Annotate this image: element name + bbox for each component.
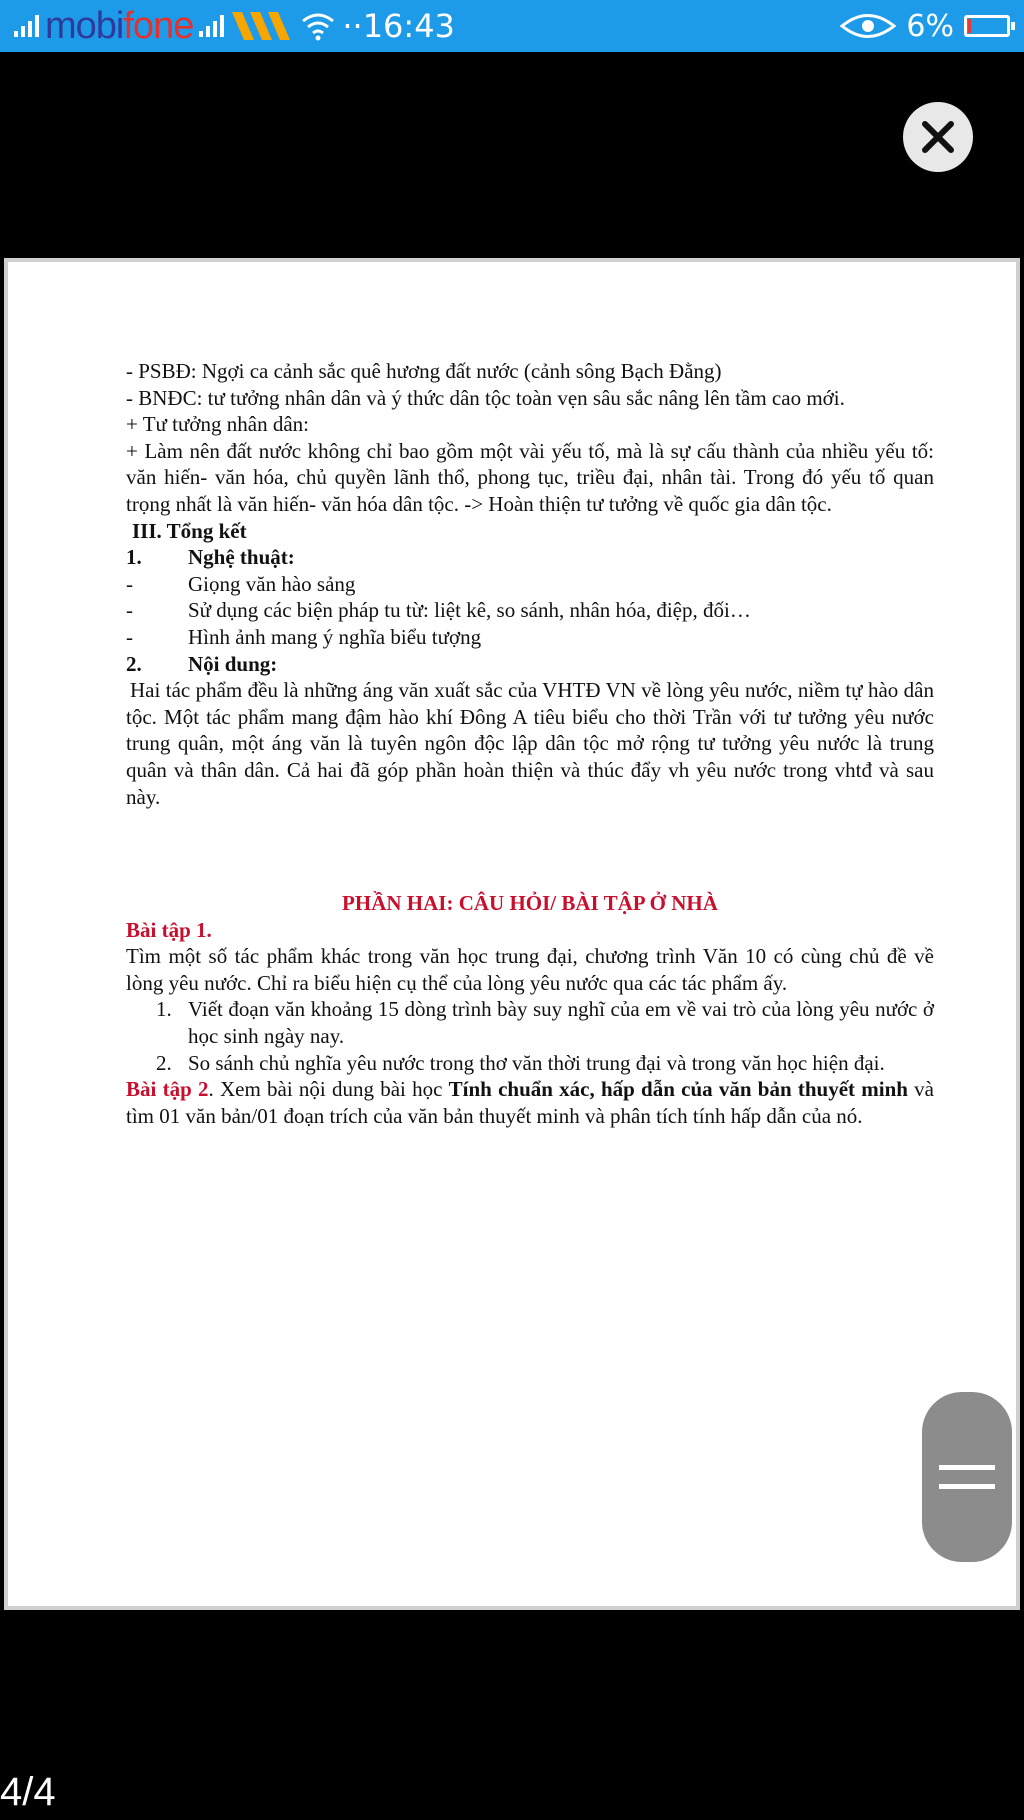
paragraph: Hai tác phẩm đều là những áng văn xuất sắc của VHTĐ VN về lòng yêu nước, niềm tự hào dân tộc. Một tác phẩm mang đậm hào khí Đông A tiêu biểu cho thời Trần với tư tưởng yêu nước trung quân, một áng văn là tuyên ngôn độc lập dân tộc mở rộng tư tưởng yêu nước là trung quân và thân dân. Cả hai đã góp phần hoàn thiện và thúc đẩy vh yêu nước trong vhtđ và sau này. [126,678,934,809]
signal-strength-icon [14,15,39,37]
list-item-text: So sánh chủ nghĩa yêu nước trong thơ văn thời trung đại và trong văn học hiện đại. [188,1050,885,1075]
list-item [126,1050,934,1077]
battery-icon [964,15,1010,37]
list-marker: 2. [156,1050,172,1075]
list-marker: - [126,571,133,596]
list-item-text: Hình ảnh mang ý nghĩa biểu tượng [188,624,482,649]
part-heading: PHẦN HAI: CÂU HỎI/ BÀI TẬP Ở NHÀ [342,891,718,916]
list-item-text: Viết đoạn văn khoảng 15 dòng trình bày suy nghĩ của em về vai trò của lòng yêu nước ở học sinh ngày nay. [188,997,934,1049]
eye-icon [840,11,896,41]
wifi-icon [300,11,336,41]
clock: ··16:43 [342,7,455,45]
list-item [126,624,934,651]
list-marker: - [126,624,133,649]
close-button[interactable] [903,102,973,172]
paragraph: + Làm nên đất nước không chỉ bao gồm một vài yếu tố, mà là sự cấu thành của nhiều yếu tố: văn hiến- văn hóa, chủ quyền lãnh thổ, phong tục, triều đại, nhân tài. Trong đó yếu tố quan trọng nhất là văn hiến- văn hóa dân tộc. -> Hoàn thiện tư tưởng về quốc gia dân tộc. [126,438,934,516]
status-bar [0,0,1024,52]
list-marker: 2. [126,651,142,676]
subsection-title: Nghệ thuật: [188,545,295,570]
list-item [126,571,934,598]
text-run-bold: Tính chuẩn xác, hấp dẫn của văn bản thuyết minh [448,1077,908,1102]
exercise-title: Bài tập 1. [126,917,212,942]
exercise-list [126,996,934,1076]
subsection-heading [126,651,934,678]
subsection-heading [126,544,934,571]
art-list [126,571,934,651]
subsection-title: Nội dung: [188,651,278,676]
text-run: . Xem bài nội dung bài học [208,1077,449,1102]
scroll-handle[interactable] [922,1392,1012,1562]
list-item [126,597,934,624]
battery-fill [968,19,971,33]
signal-strength-icon-2 [199,15,224,37]
page-indicator: 4/4 [0,1770,56,1814]
exercise-title: Bài tập 2 [126,1077,209,1102]
paragraph: + Tư tưởng nhân dân: [126,412,309,437]
paragraph: - BNĐC: tư tưởng nhân dân và ý thức dân tộc toàn vẹn sâu sắc nâng lên tầm cao mới. [126,385,845,410]
list-item [126,996,934,1049]
text-run: và tìm 01 văn bản/01 đoạn trích của văn bản thuyết minh và phân tích tính hấp dẫn của nó. [126,1077,935,1128]
carrier-name: mobifone [45,4,194,47]
list-marker: 1. [126,545,142,570]
paragraph [126,1076,934,1129]
battery-percent: 6% [906,8,954,44]
list-marker: 1. [156,997,172,1022]
list-marker: - [126,598,133,623]
document-body [126,358,934,1129]
paragraph: Tìm một số tác phẩm khác trong văn học trung đại, chương trình Văn 10 có cùng chủ đề về lòng yêu nước. Chỉ ra biểu hiện cụ thể của lòng yêu nước qua các tác phẩm ấy. [126,944,934,995]
section-heading: III. Tổng kết [132,518,247,543]
close-icon [920,119,956,155]
paragraph: - PSBĐ: Ngợi ca cảnh sắc quê hương đất nước (cảnh sông Bạch Đằng) [126,359,722,383]
list-item-text: Sử dụng các biện pháp tu từ: liệt kê, so sánh, nhân hóa, điệp, đối… [188,598,751,623]
document-page [4,258,1020,1610]
network-logo-icon [230,8,294,44]
list-item-text: Giọng văn hào sảng [188,571,356,596]
